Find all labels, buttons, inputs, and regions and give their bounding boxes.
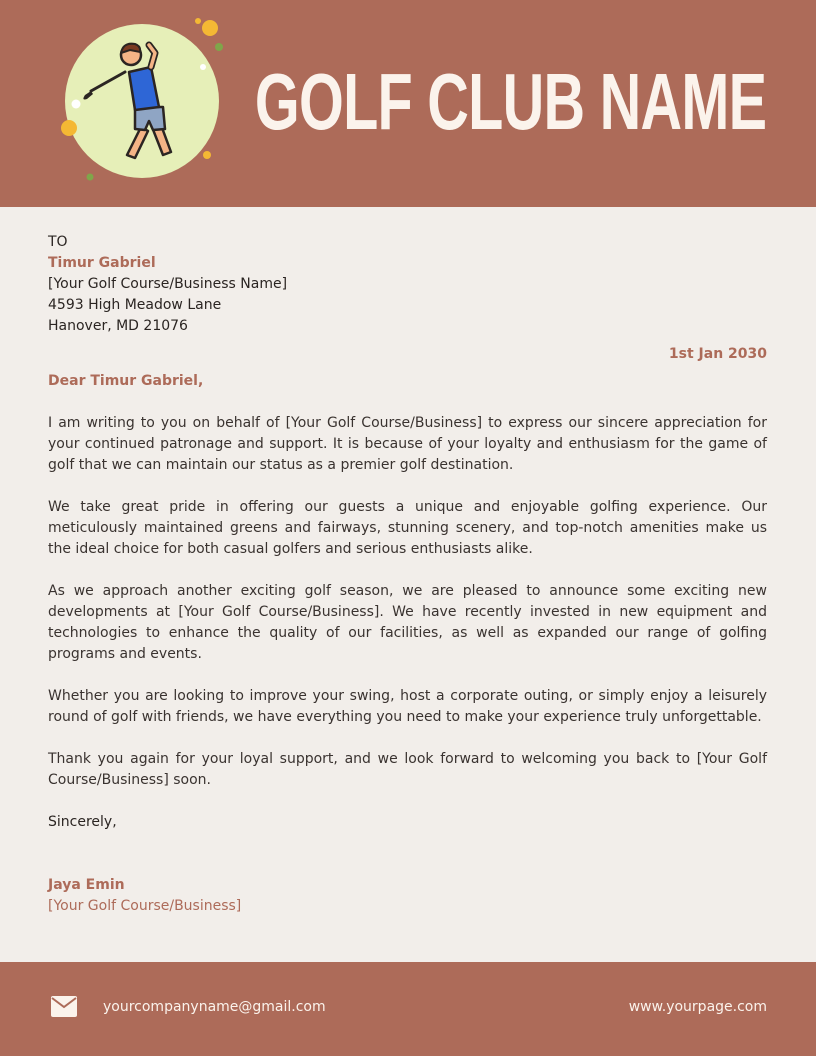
signer-company: [Your Golf Course/Business]	[48, 898, 242, 914]
recipient-city: Hanover, MD 21076	[48, 318, 188, 334]
closing: Sincerely,	[48, 814, 117, 830]
paragraph-1: I am writing to you on behalf of [Your Golf Course/Business] to express our sincere appreciation for your continued patronage and support. It is because of your loyalty and enthusiasm for the game of golf that we can maintain our status as a premier golf destination.	[48, 415, 767, 473]
recipient-name: Timur Gabriel	[48, 255, 156, 271]
envelope-icon	[51, 996, 77, 1017]
signer-name: Jaya Emin	[48, 877, 125, 893]
greeting: Dear Timur Gabriel,	[48, 373, 204, 389]
club-name-title: GOLF CLUB NAME	[254, 57, 766, 146]
paragraph-3: As we approach another exciting golf season, we are pleased to announce some exciting new developments at [Your Golf Course/Business]. We have recently invested in new equipment and technologies to enhance the quality of our facilities, as well as expanded our range of golfing programs and events.	[48, 583, 767, 662]
paragraph-2: We take great pride in offering our guests a unique and enjoyable golfing experience. Our meticulously maintained greens and fairways, stunning scenery, and top-notch amenities make us the ideal choice for both casual golfers and serious enthusiasts alike.	[48, 499, 767, 557]
golfer-swing-icon	[55, 15, 230, 190]
footer-email-link[interactable]: yourcompanyname@gmail.com	[103, 999, 326, 1015]
header-banner	[0, 0, 816, 207]
footer-website-link[interactable]: www.yourpage.com	[628, 999, 767, 1015]
footer-bar	[0, 962, 816, 1056]
letter-date: 1st Jan 2030	[668, 346, 767, 362]
recipient-company: [Your Golf Course/Business Name]	[48, 276, 288, 292]
paragraph-5: Thank you again for your loyal support, and we look forward to welcoming you back to [Your Golf Course/Business] soon.	[48, 751, 767, 788]
to-label: TO	[48, 234, 68, 250]
recipient-street: 4593 High Meadow Lane	[48, 297, 222, 313]
letter-body	[48, 232, 767, 917]
paragraph-4: Whether you are looking to improve your swing, host a corporate outing, or simply enjoy a leisurely round of golf with friends, we have everything you need to make your experience truly unforgettable.	[48, 688, 767, 725]
